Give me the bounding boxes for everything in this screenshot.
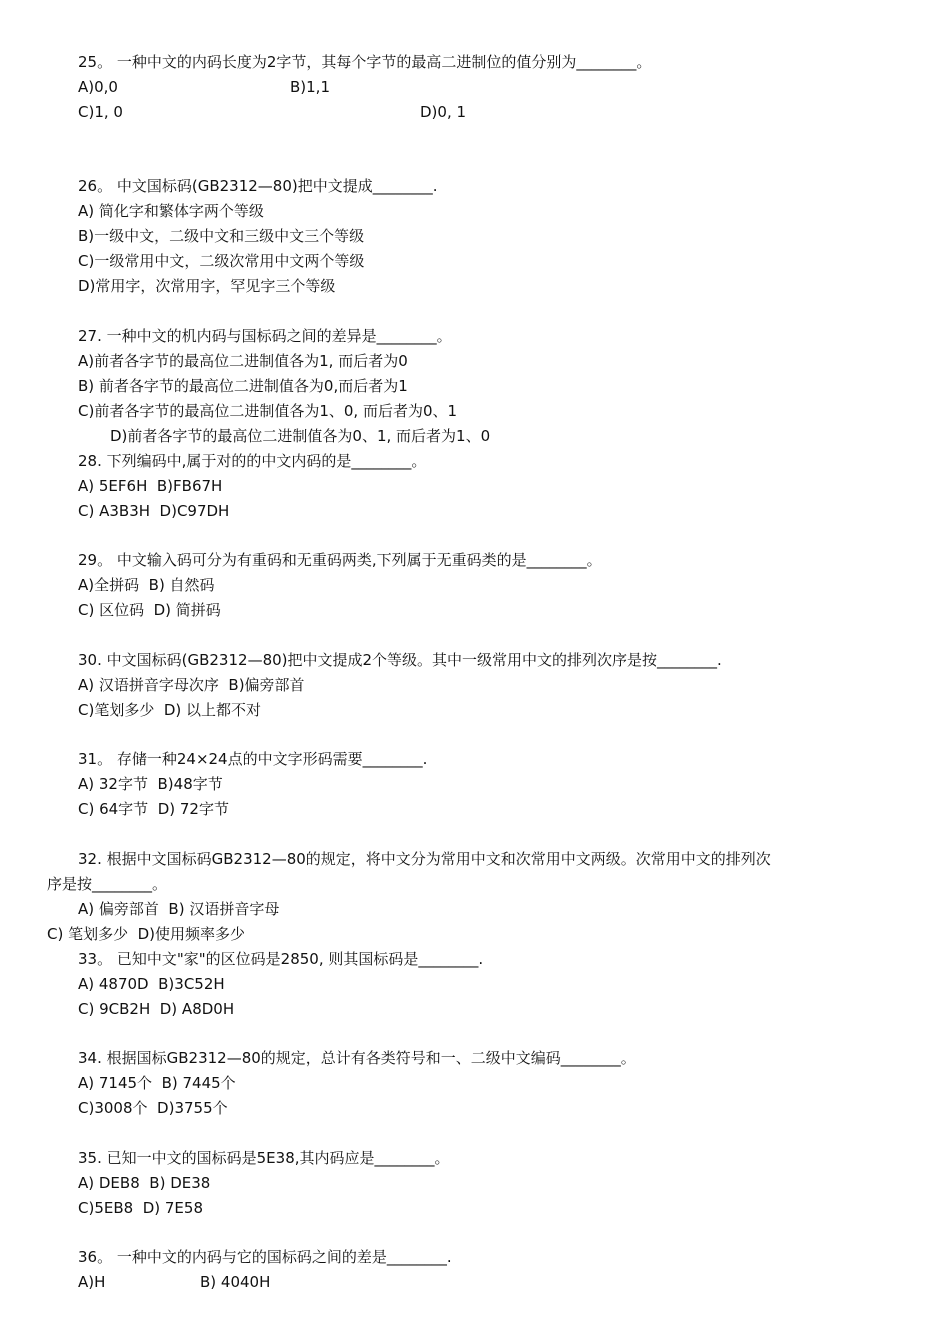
- question-31-stem: 31。 存储一种24×24点的中文字形码需要________.: [78, 750, 428, 768]
- question-29-stem: 29。 中文输入码可分为有重码和无重码两类,下列属于无重码类的是________。: [78, 551, 602, 569]
- question-32-stem-line2: 序是按________。: [47, 875, 168, 893]
- question-31-options-ab: A) 32字节 B)48字节: [78, 775, 223, 793]
- question-25-option-d: D)0, 1: [420, 103, 467, 121]
- question-32-options-cd: C) 笔划多少 D)使用频率多少: [47, 925, 246, 943]
- question-34-options-ab: A) 7145个 B) 7445个: [78, 1074, 236, 1092]
- question-36-stem: 36。 一种中文的内码与它的国标码之间的差是________.: [78, 1248, 452, 1266]
- question-26-stem: 26。 中文国标码(GB2312—80)把中文提成________.: [78, 177, 438, 195]
- question-27-option-d: D)前者各字节的最高位二进制值各为0、1, 而后者为1、0: [110, 427, 491, 445]
- question-30-options-cd: C)笔划多少 D) 以上都不对: [78, 701, 262, 719]
- question-36-option-a: A)H: [78, 1273, 106, 1291]
- question-34-stem: 34. 根据国标GB2312—80的规定，总计有各类符号和一、二级中文编码________。: [78, 1049, 636, 1067]
- question-27-stem: 27. 一种中文的机内码与国标码之间的差异是________。: [78, 327, 452, 345]
- question-26-option-c: C)一级常用中文，二级次常用中文两个等级: [78, 252, 365, 270]
- question-35-stem: 35. 已知一中文的国标码是5E38,其内码应是________。: [78, 1149, 450, 1167]
- question-35-options-cd: C)5EB8 D) 7E58: [78, 1199, 203, 1217]
- question-26-option-d: D)常用字，次常用字，罕见字三个等级: [78, 277, 336, 295]
- question-25-option-b: B)1,1: [290, 78, 330, 96]
- question-31-options-cd: C) 64字节 D) 72字节: [78, 800, 229, 818]
- question-25-option-c: C)1, 0: [78, 103, 123, 121]
- question-26-option-a: A) 简化字和繁体字两个等级: [78, 202, 264, 220]
- question-33-options-ab: A) 4870D B)3C52H: [78, 975, 225, 993]
- question-34-options-cd: C)3008个 D)3755个: [78, 1099, 228, 1117]
- question-32-stem-line1: 32. 根据中文国标码GB2312—80的规定，将中文分为常用中文和次常用中文两级。次常用中文的排列次: [78, 850, 771, 868]
- question-35-options-ab: A) DEB8 B) DE38: [78, 1174, 211, 1192]
- question-27-option-b: B) 前者各字节的最高位二进制值各为0,而后者为1: [78, 377, 408, 395]
- question-26-option-b: B)一级中文，二级中文和三级中文三个等级: [78, 227, 365, 245]
- question-28-options-ab: A) 5EF6H B)FB67H: [78, 477, 223, 495]
- question-27-option-a: A)前者各字节的最高位二进制值各为1, 而后者为0: [78, 352, 408, 370]
- question-27-option-c: C)前者各字节的最高位二进制值各为1、0, 而后者为0、1: [78, 402, 458, 420]
- question-36-option-b: B) 4040H: [200, 1273, 271, 1291]
- question-29-options-cd: C) 区位码 D) 简拼码: [78, 601, 221, 619]
- question-28-options-cd: C) A3B3H D)C97DH: [78, 502, 230, 520]
- question-30-stem: 30. 中文国标码(GB2312—80)把中文提成2个等级。其中一级常用中文的排列次序是按________.: [78, 651, 722, 669]
- question-25-option-a: A)0,0: [78, 78, 118, 96]
- question-33-stem: 33。 已知中文"家"的区位码是2850, 则其国标码是________.: [78, 950, 484, 968]
- question-28-stem: 28. 下列编码中,属于对的的中文内码的是________。: [78, 452, 427, 470]
- question-29-options-ab: A)全拼码 B) 自然码: [78, 576, 215, 594]
- question-33-options-cd: C) 9CB2H D) A8D0H: [78, 1000, 235, 1018]
- question-25-stem: 25。 一种中文的内码长度为2字节，其每个字节的最高二进制位的值分别为________。: [78, 53, 652, 71]
- question-30-options-ab: A) 汉语拼音字母次序 B)偏旁部首: [78, 676, 305, 694]
- question-32-options-ab: A) 偏旁部首 B) 汉语拼音字母: [78, 900, 280, 918]
